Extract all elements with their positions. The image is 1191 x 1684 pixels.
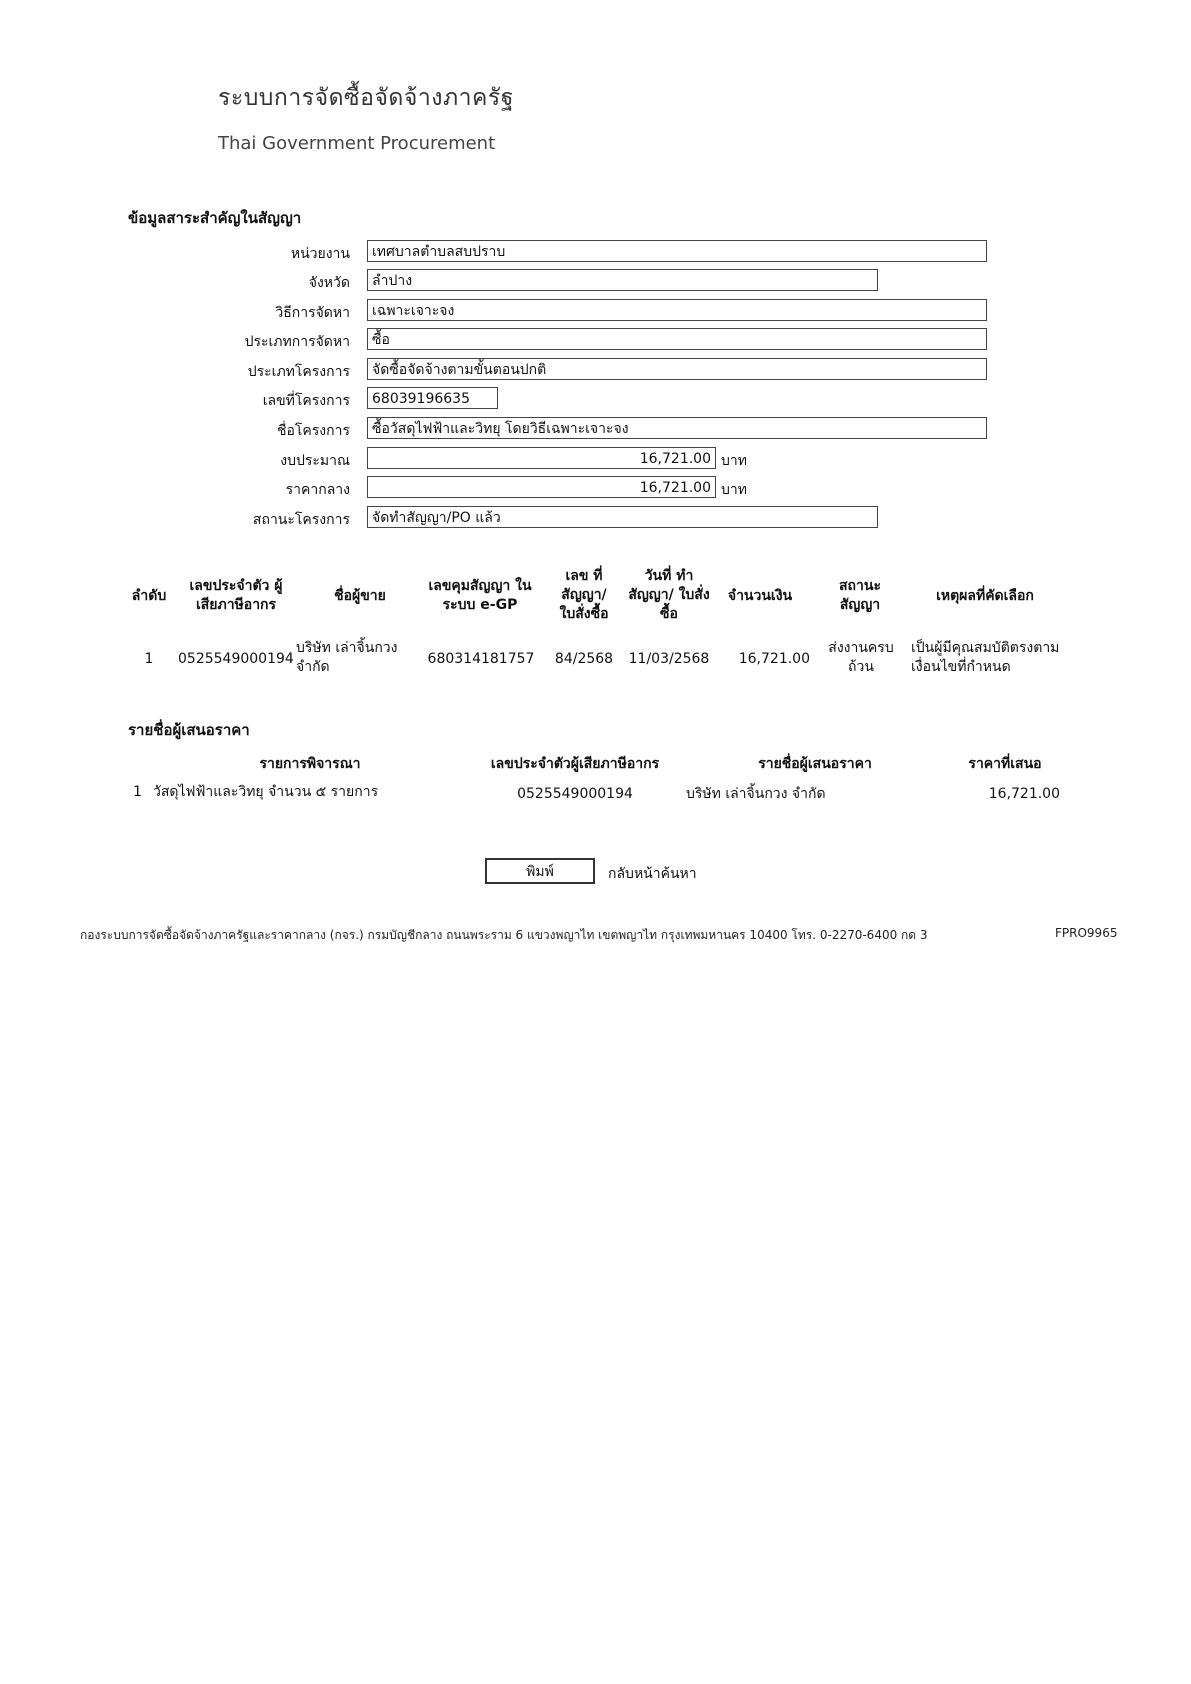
- col-header-seq: ลำดับ: [131, 588, 167, 604]
- col-header-tax-id: เลขประจำตัว ผู้เสียภาษีอากร: [189, 578, 283, 613]
- agency-field: เทศบาลตำบลสบปราบ: [367, 240, 987, 262]
- agency-label: หน่วยงาน: [290, 246, 350, 262]
- budget-unit: บาท: [721, 453, 747, 469]
- project-number-label: เลขที่โครงการ: [262, 393, 350, 409]
- row-egp-number: 680314181757: [427, 651, 535, 667]
- bidder-row-tax-id: 0525549000194: [517, 786, 633, 802]
- bidder-row-name: บริษัท เล่าจิ้นกวง จำกัด: [686, 786, 826, 802]
- project-status-label: สถานะโครงการ: [252, 512, 350, 528]
- system-title-thai: ระบบการจัดซื้อจัดจ้างภาครัฐ: [218, 85, 514, 111]
- bidder-row-item: วัสดุไฟฟ้าและวิทยุ จำนวน ๕ รายการ: [153, 784, 379, 800]
- row-seq: 1: [144, 651, 154, 667]
- province-label: จังหวัด: [308, 275, 350, 291]
- contract-summary-title: ข้อมูลสาระสำคัญในสัญญา: [128, 209, 302, 227]
- median-price-field: 16,721.00: [367, 476, 716, 498]
- col-header-amount: จำนวนเงิน: [727, 588, 793, 604]
- bidder-row-price: 16,721.00: [988, 786, 1060, 802]
- procurement-type-label: ประเภทการจัดหา: [244, 334, 350, 350]
- row-contract-date: 11/03/2568: [628, 651, 710, 667]
- project-name-label: ชื่อโครงการ: [276, 423, 350, 439]
- method-field: เฉพาะเจาะจง: [367, 299, 987, 321]
- footer-address: กองระบบการจัดซื้อจัดจ้างภาครัฐและราคากลาง (กจร.) กรมบัญชีกลาง ถนนพระราม 6 แขวงพญาไท เขตพญาไท กรุงเทพมหานคร 10400 โทร. 0-2270-6400 กด 3: [80, 928, 928, 942]
- row-reason: เป็นผู้มีคุณสมบัติตรงตาม เงื่อนไขที่กำหนด: [911, 640, 1060, 675]
- back-to-search-link[interactable]: กลับหน้าค้นหา: [608, 866, 697, 882]
- col-header-bidder-name: รายชื่อผู้เสนอราคา: [758, 756, 872, 772]
- col-header-contract-date: วันที่ ทำสัญญา/ ใบสั่งซื้อ: [628, 568, 710, 622]
- project-number-field: 68039196635: [367, 387, 498, 409]
- row-vendor: บริษัท เล่าจิ้นกวง จำกัด: [296, 640, 398, 675]
- print-button[interactable]: พิมพ์: [485, 858, 595, 884]
- row-contract-number: 84/2568: [554, 651, 614, 667]
- budget-field: 16,721.00: [367, 447, 716, 469]
- method-label: วิธีการจัดหา: [275, 305, 350, 321]
- project-name-field: ซื้อวัสดุไฟฟ้าและวิทยุ โดยวิธีเฉพาะเจาะจง: [367, 417, 987, 439]
- median-price-label: ราคากลาง: [285, 482, 350, 498]
- col-header-contract-number: เลข ที่สัญญา/ ใบสั่งซื้อ: [559, 568, 609, 622]
- bidder-row-seq: 1: [133, 784, 142, 800]
- col-header-vendor: ชื่อผู้ขาย: [334, 588, 386, 604]
- project-status-field: จัดทำสัญญา/PO แล้ว: [367, 506, 878, 528]
- col-header-offer-price: ราคาที่เสนอ: [968, 756, 1042, 772]
- project-type-label: ประเภทโครงการ: [247, 364, 350, 380]
- row-tax-id: 0525549000194: [178, 651, 294, 667]
- col-header-reason: เหตุผลที่คัดเลือก: [936, 588, 1034, 604]
- budget-label: งบประมาณ: [280, 453, 350, 469]
- province-field: ลำปาง: [367, 269, 878, 291]
- col-header-bidder-tax-id: เลขประจำตัวผู้เสียภาษีอากร: [490, 756, 660, 772]
- footer-page-code: FPRO9965: [1055, 926, 1118, 940]
- bidders-section-title: รายชื่อผู้เสนอราคา: [128, 721, 250, 739]
- project-type-field: จัดซื้อจัดจ้างตามขั้นตอนปกติ: [367, 358, 987, 380]
- median-price-unit: บาท: [721, 482, 747, 498]
- row-amount: 16,721.00: [738, 651, 810, 667]
- procurement-type-field: ซื้อ: [367, 328, 987, 350]
- row-contract-status: ส่งงานครบ ถ้วน: [828, 640, 894, 675]
- col-header-egp-number: เลขคุมสัญญา ในระบบ e-GP: [428, 578, 532, 613]
- system-title-english: Thai Government Procurement: [218, 133, 496, 154]
- col-header-item: รายการพิจารณา: [259, 756, 361, 772]
- col-header-contract-status: สถานะ สัญญา: [839, 578, 881, 613]
